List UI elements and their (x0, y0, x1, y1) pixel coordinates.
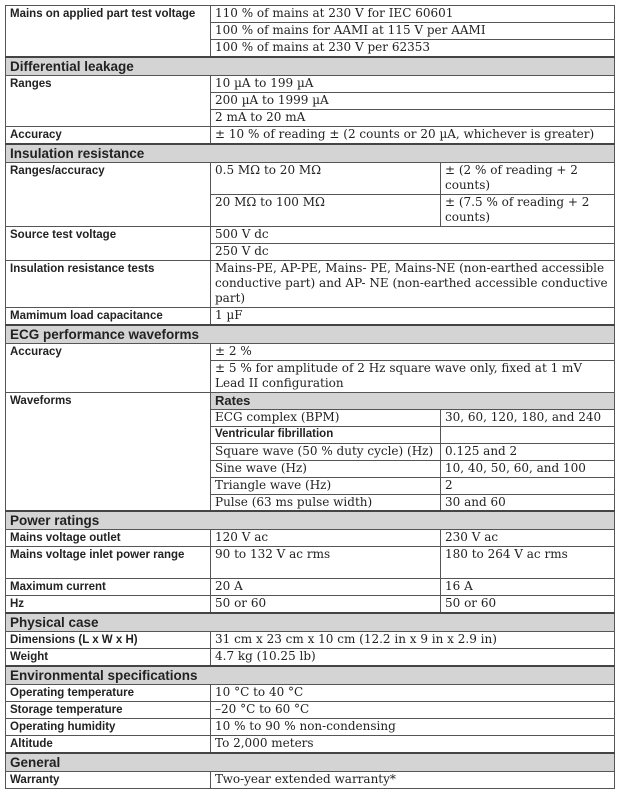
altitude-value: To 2,000 meters (211, 736, 615, 754)
max-load-capacitance-label: Mamimum load capacitance (6, 307, 211, 325)
source-test-voltage-label: Source test voltage (6, 226, 211, 260)
section-physical-case: Physical case (6, 613, 615, 632)
mains-inlet-label: Mains voltage inlet power range (6, 547, 211, 579)
insulation-tests-label: Insulation resistance tests (6, 260, 211, 307)
rates-header: Rates (211, 392, 615, 409)
max-current-value: 20 A (211, 579, 441, 596)
insulation-range-value: 0.5 MΩ to 20 MΩ (211, 162, 441, 194)
insulation-accuracy-value: ± (2 % of reading + 2 counts) (441, 162, 615, 194)
rate-value: 10, 40, 50, 60, and 100 (441, 460, 615, 477)
insulation-ranges-label: Ranges/accuracy (6, 162, 211, 226)
ecg-accuracy-value: ± 5 % for amplitude of 2 Hz square wave only, fixed at 1 mV Lead II configuration (211, 360, 615, 392)
mains-outlet-label: Mains voltage outlet (6, 530, 211, 547)
weight-label: Weight (6, 649, 211, 667)
leakage-range-value: 10 µA to 199 µA (211, 75, 615, 92)
rate-name: ECG complex (BPM) (211, 409, 441, 426)
operating-humidity-label: Operating humidity (6, 719, 211, 736)
mains-inlet-value: 90 to 132 V ac rms (211, 547, 441, 579)
altitude-label: Altitude (6, 736, 211, 754)
hz-label: Hz (6, 596, 211, 614)
insulation-accuracy-value: ± (7.5 % of reading + 2 counts) (441, 194, 615, 226)
mains-outlet-value: 230 V ac (441, 530, 615, 547)
rate-name: Square wave (50 % duty cycle) (Hz) (211, 443, 441, 460)
section-general: General (6, 753, 615, 772)
operating-humidity-value: 10 % to 90 % non-condensing (211, 719, 615, 736)
warranty-value: Two-year extended warranty* (211, 772, 615, 789)
source-test-voltage-value: 250 V dc (211, 243, 615, 260)
rate-name: Triangle wave (Hz) (211, 477, 441, 494)
ecg-accuracy-value: ± 2 % (211, 343, 615, 360)
weight-value: 4.7 kg (10.25 lb) (211, 649, 615, 667)
dimensions-value: 31 cm x 23 cm x 10 cm (12.2 in x 9 in x 2.9 in) (211, 632, 615, 649)
mains-test-voltage-value: 100 % of mains for AAMI at 115 V per AAMI (211, 23, 615, 40)
operating-temperature-label: Operating temperature (6, 685, 211, 702)
storage-temperature-label: Storage temperature (6, 702, 211, 719)
waveforms-label: Waveforms (6, 392, 211, 511)
warranty-label: Warranty (6, 772, 211, 789)
mains-test-voltage-value: 100 % of mains at 230 V per 62353 (211, 40, 615, 57)
hz-value: 50 or 60 (441, 596, 615, 614)
rate-value: 30, 60, 120, 180, and 240 (441, 409, 615, 426)
section-insulation-resistance: Insulation resistance (6, 144, 615, 163)
ecg-accuracy-label: Accuracy (6, 343, 211, 392)
max-current-value: 16 A (441, 579, 615, 596)
leakage-range-value: 200 µA to 1999 µA (211, 92, 615, 109)
storage-temperature-value: –20 °C to 60 °C (211, 702, 615, 719)
insulation-range-value: 20 MΩ to 100 MΩ (211, 194, 441, 226)
rate-value: 30 and 60 (441, 494, 615, 511)
dimensions-label: Dimensions (L x W x H) (6, 632, 211, 649)
operating-temperature-value: 10 °C to 40 °C (211, 685, 615, 702)
rate-name-ventricular-fibrillation: Ventricular fibrillation (211, 426, 441, 443)
specifications-table (5, 5, 615, 789)
mains-outlet-value: 120 V ac (211, 530, 441, 547)
mains-inlet-value: 180 to 264 V ac rms (441, 547, 615, 579)
section-ecg-performance-waveforms: ECG performance waveforms (6, 325, 615, 344)
section-differential-leakage: Differential leakage (6, 57, 615, 76)
rate-value: 0.125 and 2 (441, 443, 615, 460)
mains-test-voltage-value: 110 % of mains at 230 V for IEC 60601 (211, 6, 615, 23)
rate-name: Pulse (63 ms pulse width) (211, 494, 441, 511)
insulation-tests-value: Mains-PE, AP-PE, Mains- PE, Mains-NE (non-earthed accessible conductive part) and AP- NE (non-earthed accessible conductive part) (211, 260, 615, 307)
section-environmental-specifications: Environmental specifications (6, 666, 615, 685)
leakage-range-value: 2 mA to 20 mA (211, 109, 615, 126)
max-load-capacitance-value: 1 µF (211, 307, 615, 325)
rate-value (441, 426, 615, 443)
section-power-ratings: Power ratings (6, 511, 615, 530)
leakage-ranges-label: Ranges (6, 75, 211, 126)
leakage-accuracy-value: ± 10 % of reading ± (2 counts or 20 µA, whichever is greater) (211, 126, 615, 144)
mains-test-voltage-label: Mains on applied part test voltage (6, 6, 211, 57)
rate-value: 2 (441, 477, 615, 494)
leakage-accuracy-label: Accuracy (6, 126, 211, 144)
rate-name: Sine wave (Hz) (211, 460, 441, 477)
hz-value: 50 or 60 (211, 596, 441, 614)
max-current-label: Maximum current (6, 579, 211, 596)
source-test-voltage-value: 500 V dc (211, 226, 615, 243)
